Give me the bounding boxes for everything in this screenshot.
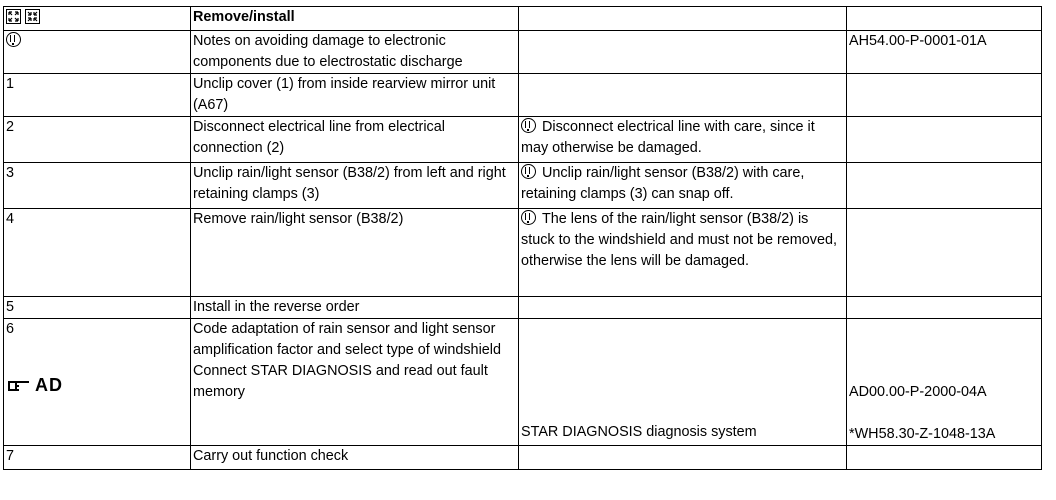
reference-link[interactable]: AD00.00-P-2000-04A <box>849 384 987 400</box>
note-cell <box>519 117 847 163</box>
action-cell: Carry out function check <box>191 446 519 470</box>
ad-pointer-group[interactable] <box>7 375 63 396</box>
caution-icon <box>521 164 536 179</box>
procedure-table <box>3 6 1042 470</box>
step-cell: 3 <box>4 163 191 209</box>
action-cell: Disconnect electrical line from electrical connection (2) <box>191 117 519 163</box>
step-cell: 4 <box>4 209 191 297</box>
note-text: Unclip rain/light sensor (B38/2) with care, retaining clamps (3) can snap off. <box>521 165 805 202</box>
reference-cell <box>847 319 1042 446</box>
reference-link[interactable]: *WH58.30-Z-1048-13A <box>849 426 996 442</box>
caution-icon <box>521 118 536 133</box>
note-text: STAR DIAGNOSIS diagnosis system <box>521 424 757 440</box>
action-cell: Remove rain/light sensor (B38/2) <box>191 209 519 297</box>
reference-link[interactable]: AH54.00-P-0001-01A <box>847 31 1042 74</box>
action-cell: Unclip rain/light sensor (B38/2) from left and right retaining clamps (3) <box>191 163 519 209</box>
note-cell <box>519 74 847 117</box>
table-row <box>4 297 1042 319</box>
note-cell <box>519 209 847 297</box>
table-row <box>4 163 1042 209</box>
table-row <box>4 319 1042 446</box>
reference-cell <box>847 446 1042 470</box>
caution-icon <box>521 210 536 225</box>
table-title: Remove/install <box>191 7 519 31</box>
note-cell <box>519 297 847 319</box>
reference-cell <box>847 117 1042 163</box>
note-text: The lens of the rain/light sensor (B38/2) is stuck to the windshield and must not be removed, otherwise the lens will be damaged. <box>521 211 837 269</box>
step-cell <box>4 319 191 446</box>
esd-warning-icon <box>6 32 21 47</box>
table-header-row <box>4 7 1042 31</box>
action-cell <box>191 319 519 446</box>
step-cell: 5 <box>4 297 191 319</box>
reference-cell <box>847 209 1042 297</box>
step-cell <box>4 31 191 74</box>
note-cell <box>519 446 847 470</box>
table-row <box>4 117 1042 163</box>
action-text-2: Connect STAR DIAGNOSIS and read out fault memory <box>193 363 488 400</box>
expand-all-icon[interactable] <box>6 9 21 24</box>
step-cell: 2 <box>4 117 191 163</box>
header-empty-cell <box>519 7 847 31</box>
note-cell <box>519 319 847 446</box>
step-cell: 7 <box>4 446 191 470</box>
reference-cell <box>847 297 1042 319</box>
action-cell: Notes on avoiding damage to electronic components due to electrostatic discharge <box>191 31 519 74</box>
header-empty-cell <box>847 7 1042 31</box>
action-text: Code adaptation of rain sensor and light sensor amplification factor and select type of windshield <box>193 321 501 358</box>
reference-cell <box>847 163 1042 209</box>
step-cell: 1 <box>4 74 191 117</box>
table-row <box>4 446 1042 470</box>
table-row <box>4 74 1042 117</box>
table-row <box>4 209 1042 297</box>
action-cell: Unclip cover (1) from inside rearview mirror unit (A67) <box>191 74 519 117</box>
note-text: Disconnect electrical line with care, since it may otherwise be damaged. <box>521 119 815 156</box>
note-cell <box>519 163 847 209</box>
pointing-hand-icon <box>7 379 31 393</box>
note-cell <box>519 31 847 74</box>
table-row <box>4 31 1042 74</box>
collapse-all-icon[interactable] <box>25 9 40 24</box>
action-cell: Install in the reverse order <box>191 297 519 319</box>
reference-cell <box>847 74 1042 117</box>
ad-label: AD <box>35 375 63 395</box>
expand-collapse-cell <box>4 7 191 31</box>
step-number: 6 <box>6 321 15 337</box>
